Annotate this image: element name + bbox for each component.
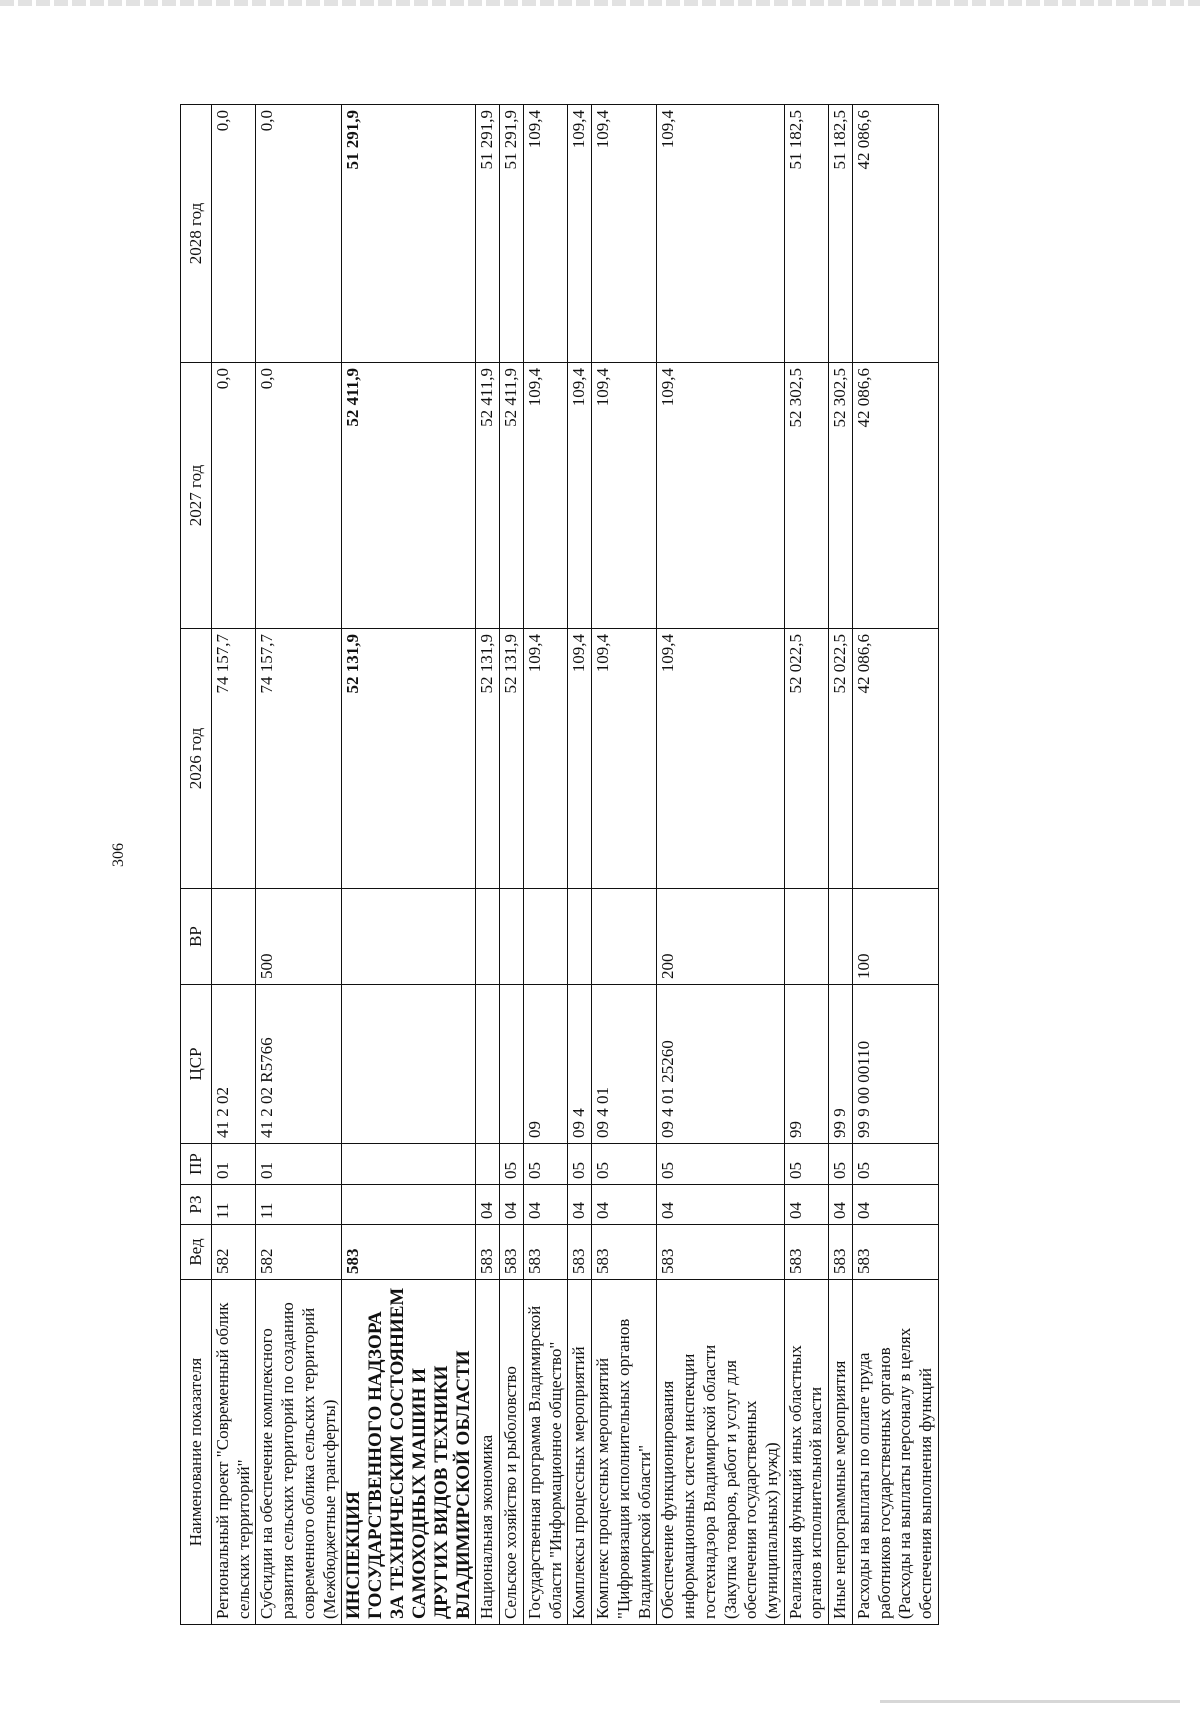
row-vr-cell (592, 889, 657, 985)
row-2028-cell: 51 291,9 (342, 105, 476, 363)
row-vr-cell (342, 889, 476, 985)
row-2027-cell: 109,4 (592, 363, 657, 629)
row-2028-cell: 0,0 (212, 105, 256, 363)
header-vr: ВР (181, 889, 212, 985)
table-body (212, 105, 939, 1625)
row-2027-cell: 0,0 (212, 363, 256, 629)
row-ved-cell: 582 (256, 1225, 342, 1280)
row-2028-cell: 42 086,6 (852, 105, 938, 363)
row-2026-cell: 109,4 (592, 629, 657, 889)
table-row (592, 105, 657, 1625)
row-2027-cell: 52 302,5 (829, 363, 853, 629)
row-2026-cell: 109,4 (568, 629, 592, 889)
row-name-cell: Комплексы процессных мероприятий (568, 1280, 592, 1625)
row-pr-cell: 05 (568, 1144, 592, 1185)
table-row (523, 105, 567, 1625)
row-2026-cell: 74 157,7 (256, 629, 342, 889)
row-rz-cell: 04 (476, 1185, 500, 1225)
row-2028-cell: 109,4 (592, 105, 657, 363)
row-ved-cell: 583 (523, 1225, 567, 1280)
row-csr-cell: 99 9 00 00110 (852, 985, 938, 1144)
header-rz: РЗ (181, 1185, 212, 1225)
row-csr-cell: 09 4 (568, 985, 592, 1144)
header-2026: 2026 год (181, 629, 212, 889)
row-2028-cell: 109,4 (568, 105, 592, 363)
row-name-cell: Обеспечение функционирования информационных систем инспекции гостехнадзора Владимирской области (Закупка товаров, работ и услуг для обеспечения государственных (муниципальных) нужд) (657, 1280, 784, 1625)
row-pr-cell: 05 (657, 1144, 784, 1185)
row-rz-cell: 04 (829, 1185, 853, 1225)
row-2026-cell: 42 086,6 (852, 629, 938, 889)
row-rz-cell: 04 (523, 1185, 567, 1225)
row-rz-cell: 04 (852, 1185, 938, 1225)
row-2027-cell: 109,4 (568, 363, 592, 629)
table-row (342, 105, 476, 1625)
table-row (852, 105, 938, 1625)
table-row (784, 105, 828, 1625)
row-csr-cell (476, 985, 500, 1144)
row-2028-cell: 51 291,9 (500, 105, 524, 363)
row-rz-cell: 04 (657, 1185, 784, 1225)
row-2027-cell: 52 411,9 (342, 363, 476, 629)
row-2028-cell: 51 291,9 (476, 105, 500, 363)
row-ved-cell: 583 (784, 1225, 828, 1280)
row-2026-cell: 52 022,5 (829, 629, 853, 889)
row-rz-cell: 11 (256, 1185, 342, 1225)
row-vr-cell (500, 889, 524, 985)
row-vr-cell (568, 889, 592, 985)
row-pr-cell: 05 (523, 1144, 567, 1185)
row-2027-cell: 42 086,6 (852, 363, 938, 629)
header-2027: 2027 год (181, 363, 212, 629)
row-pr-cell: 05 (500, 1144, 524, 1185)
row-pr-cell: 01 (212, 1144, 256, 1185)
row-2026-cell: 52 131,9 (500, 629, 524, 889)
row-rz-cell: 04 (568, 1185, 592, 1225)
row-rz-cell: 04 (592, 1185, 657, 1225)
row-rz-cell (342, 1185, 476, 1225)
row-2026-cell: 52 131,9 (342, 629, 476, 889)
row-rz-cell: 11 (212, 1185, 256, 1225)
row-2028-cell: 109,4 (523, 105, 567, 363)
row-vr-cell: 500 (256, 889, 342, 985)
row-2027-cell: 52 411,9 (476, 363, 500, 629)
row-name-cell: Реализация функций иных областных органов исполнительной власти (784, 1280, 828, 1625)
table-row (568, 105, 592, 1625)
row-vr-cell: 200 (657, 889, 784, 985)
row-vr-cell (784, 889, 828, 985)
row-ved-cell: 583 (657, 1225, 784, 1280)
row-name-cell: Комплекс процессных мероприятий "Цифровизация исполнительных органов Владимирской области" (592, 1280, 657, 1625)
row-2026-cell: 74 157,7 (212, 629, 256, 889)
scan-edge-bottom (880, 1700, 1180, 1703)
table-row (212, 105, 256, 1625)
header-ved: Вед (181, 1225, 212, 1280)
row-pr-cell: 05 (784, 1144, 828, 1185)
row-csr-cell: 99 9 (829, 985, 853, 1144)
row-name-cell: Национальная экономика (476, 1280, 500, 1625)
row-ved-cell: 583 (342, 1225, 476, 1280)
row-2026-cell: 109,4 (657, 629, 784, 889)
row-2028-cell: 51 182,5 (784, 105, 828, 363)
row-rz-cell: 04 (500, 1185, 524, 1225)
row-2026-cell: 52 022,5 (784, 629, 828, 889)
row-pr-cell: 05 (829, 1144, 853, 1185)
table-row (829, 105, 853, 1625)
row-ved-cell: 583 (500, 1225, 524, 1280)
page-number: 306 (110, 843, 127, 867)
row-name-cell: ИНСПЕКЦИЯ ГОСУДАРСТВЕННОГО НАДЗОРА ЗА ТЕХНИЧЕСКИМ СОСТОЯНИЕМ САМОХОДНЫХ МАШИН И ДРУГИХ ВИДОВ ТЕХНИКИ ВЛАДИМИРСКОЙ ОБЛАСТИ (342, 1280, 476, 1625)
row-csr-cell: 41 2 02 R5766 (256, 985, 342, 1144)
table-header-row (181, 105, 212, 1625)
row-csr-cell (500, 985, 524, 1144)
budget-table (180, 104, 939, 1625)
row-pr-cell: 01 (256, 1144, 342, 1185)
row-name-cell: Государственная программа Владимирской области "Информационное общество" (523, 1280, 567, 1625)
row-csr-cell: 09 4 01 25260 (657, 985, 784, 1144)
row-vr-cell: 100 (852, 889, 938, 985)
row-pr-cell: 05 (852, 1144, 938, 1185)
row-ved-cell: 583 (829, 1225, 853, 1280)
row-name-cell: Субсидии на обеспечение комплексного развития сельских территорий по созданию современного облика сельских территорий (Межбюджетные трансферты) (256, 1280, 342, 1625)
row-csr-cell (342, 985, 476, 1144)
row-pr-cell (476, 1144, 500, 1185)
row-ved-cell: 583 (476, 1225, 500, 1280)
row-ved-cell: 583 (568, 1225, 592, 1280)
rotated-table-container (180, 105, 1140, 1625)
row-csr-cell: 09 (523, 985, 567, 1144)
row-vr-cell (476, 889, 500, 985)
row-ved-cell: 583 (592, 1225, 657, 1280)
row-name-cell: Расходы на выплаты по оплате труда работников государственных органов (Расходы на выплаты персоналу в целях обеспечения выполнения функций (852, 1280, 938, 1625)
row-2028-cell: 0,0 (256, 105, 342, 363)
scan-edge-top (0, 0, 1200, 6)
row-2027-cell: 52 411,9 (500, 363, 524, 629)
row-name-cell: Региональный проект "Современный облик сельских территорий" (212, 1280, 256, 1625)
header-csr: ЦСР (181, 985, 212, 1144)
row-2026-cell: 109,4 (523, 629, 567, 889)
row-pr-cell: 05 (592, 1144, 657, 1185)
row-2028-cell: 109,4 (657, 105, 784, 363)
row-2027-cell: 52 302,5 (784, 363, 828, 629)
row-name-cell: Иные непрограммные мероприятия (829, 1280, 853, 1625)
header-name: Наименование показателя (181, 1280, 212, 1625)
header-2028: 2028 год (181, 105, 212, 363)
table-row (476, 105, 500, 1625)
row-csr-cell: 09 4 01 (592, 985, 657, 1144)
row-2027-cell: 109,4 (523, 363, 567, 629)
row-2027-cell: 0,0 (256, 363, 342, 629)
table-row (657, 105, 784, 1625)
table-row (256, 105, 342, 1625)
table-row (500, 105, 524, 1625)
header-pr: ПР (181, 1144, 212, 1185)
row-ved-cell: 582 (212, 1225, 256, 1280)
row-2027-cell: 109,4 (657, 363, 784, 629)
row-vr-cell (212, 889, 256, 985)
row-2028-cell: 51 182,5 (829, 105, 853, 363)
row-name-cell: Сельское хозяйство и рыболовство (500, 1280, 524, 1625)
row-rz-cell: 04 (784, 1185, 828, 1225)
row-csr-cell: 99 (784, 985, 828, 1144)
row-csr-cell: 41 2 02 (212, 985, 256, 1144)
row-2026-cell: 52 131,9 (476, 629, 500, 889)
row-ved-cell: 583 (852, 1225, 938, 1280)
row-pr-cell (342, 1144, 476, 1185)
row-vr-cell (829, 889, 853, 985)
row-vr-cell (523, 889, 567, 985)
